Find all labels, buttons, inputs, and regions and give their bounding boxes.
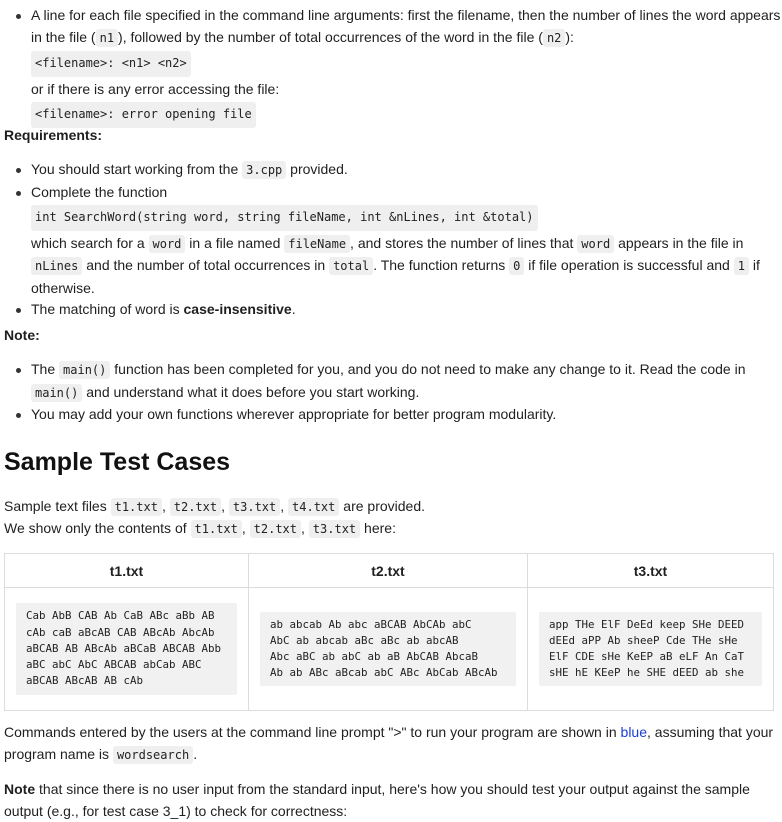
note-text: function has been completed for you, and you do not need to make any change to it. Read the code in — [114, 361, 746, 377]
table-cell-t2 — [249, 588, 528, 711]
output-spec-text: in the file ( — [31, 28, 96, 45]
list-item — [0, 159, 770, 182]
or-error-text: or if there is any error accessing the file: — [31, 80, 280, 97]
commands-text: , assuming that your — [647, 724, 774, 740]
req-text: You should start working from the — [31, 161, 239, 177]
list-item — [0, 5, 782, 130]
filename-code: fileName — [284, 235, 350, 253]
requirements-list — [0, 159, 770, 321]
table-header-t3: t3.txt — [528, 554, 774, 588]
file-t1-code: t1.txt — [191, 520, 242, 538]
req-text: The matching of word is — [31, 301, 180, 317]
req-text: in a file named — [189, 234, 281, 251]
table-row — [5, 588, 774, 711]
req-text: appears in the file in — [618, 234, 744, 251]
req-text: . The function returns — [373, 257, 506, 273]
req-text: provided. — [290, 161, 348, 177]
format-ok-code: <filename>: <n1> <n2> — [31, 51, 191, 77]
main-code: main() — [59, 361, 110, 379]
list-item — [0, 359, 770, 404]
file-t2-code: t2.txt — [250, 520, 301, 538]
nlines-code: nLines — [31, 257, 82, 275]
samples-text: We show only the contents of — [4, 520, 187, 536]
commands-paragraph — [4, 721, 776, 766]
commands-text: program name is — [4, 746, 110, 762]
note-list — [0, 359, 770, 426]
table-header-row — [5, 554, 774, 588]
req-text: , and stores the number of lines that — [350, 234, 574, 251]
note-text: The — [31, 361, 56, 377]
commands-text: Commands entered by the users at the command line prompt ">" to run your program are shown in — [4, 724, 617, 740]
list-item — [0, 404, 770, 426]
comma: , — [280, 498, 285, 514]
case-insensitive-bold: case-insensitive — [183, 301, 292, 317]
cpp-file-code: 3.cpp — [242, 161, 286, 179]
req-text: if file operation is successful and — [528, 257, 730, 273]
req-text: Complete the function — [31, 183, 168, 200]
file-t3-code: t3.txt — [229, 498, 280, 516]
word-code: word — [149, 235, 186, 253]
sample-files-table — [4, 553, 774, 711]
samples-text: here: — [364, 520, 396, 536]
note-text: and understand what it does before you start working. — [86, 383, 420, 400]
zero-code: 0 — [509, 257, 524, 275]
function-signature-code: int SearchWord(string word, string fileName, int &nLines, int &total) — [31, 205, 538, 231]
output-spec-list — [0, 5, 782, 130]
test-note-paragraph — [4, 778, 776, 822]
t1-contents: Cab AbB CAB Ab CaB ABc aBb AB cAb caB aBcAB CAB ABcAb AbcAb aBCAB AB ABcAb aBCaB ABCAB Abb aBC abC AbC ABCAB abCab ABC aBCAB ABcAB AB cAb — [16, 603, 237, 694]
list-item — [0, 182, 770, 300]
note-text: You may add your own functions wherever appropriate for better program modularity. — [31, 406, 557, 422]
note2-text: that since there is no user input from the standard input, here's how you should test your output against the sample — [39, 781, 750, 797]
req-text: otherwise. — [31, 279, 95, 296]
main-code: main() — [31, 384, 82, 402]
comma: , — [161, 498, 166, 514]
req-text: if — [752, 257, 760, 273]
t2-contents: ab abcab Ab abc aBCAB AbCAb abC AbC ab abcab aBc aBc ab abcAB Abc aBC ab abC ab aB AbCAB AbcaB Ab ab ABc aBcab abC ABc AbCab ABcAb — [260, 612, 516, 687]
comma: , — [221, 498, 225, 514]
t3-contents: app THe ElF DeEd keep SHe DEED dEEd aPP Ab sheeP Cde THe sHe ElF CDE sHe KeEP aB eLF An CaT sHE hE KEeP he SHE dEED ab she — [539, 612, 762, 687]
requirements-heading: Requirements: — [4, 127, 103, 143]
table-header-t2: t2.txt — [249, 554, 528, 588]
blue-link[interactable]: blue — [620, 724, 647, 740]
n1-code: n1 — [96, 29, 118, 47]
output-spec-text: ), followed by the number of total occurrences of the word in the file ( — [118, 28, 543, 45]
sample-files-line — [4, 495, 425, 518]
comma: , — [241, 520, 246, 536]
samples-text: are provided. — [343, 498, 425, 514]
note2-text: output (e.g., for test case 3_1) to check for correctness: — [4, 803, 348, 819]
total-code: total — [329, 257, 373, 275]
file-t4-code: t4.txt — [288, 498, 339, 516]
req-text: which search for a — [31, 234, 145, 251]
output-spec-line-1: A line for each file specified in the command line arguments: first the filename, then the number of lines the word appears — [31, 7, 781, 23]
n2-code: n2 — [543, 29, 565, 47]
program-name-code: wordsearch — [113, 746, 193, 764]
file-t3-code: t3.txt — [309, 520, 360, 538]
word-code: word — [577, 235, 614, 253]
file-t1-code: t1.txt — [111, 498, 162, 516]
table-header-t1: t1.txt — [5, 554, 249, 588]
list-item — [0, 299, 770, 321]
note-bold: Note — [4, 781, 36, 797]
format-error-code: <filename>: error opening file — [31, 102, 256, 128]
one-code: 1 — [734, 257, 749, 275]
table-cell-t3 — [528, 588, 774, 711]
output-spec-text: ): — [565, 28, 574, 45]
samples-text: Sample text files — [4, 498, 107, 514]
req-text: and the number of total occurrences in — [86, 257, 326, 273]
sample-contents-line — [4, 517, 396, 540]
comma: , — [301, 520, 305, 536]
sample-test-cases-title: Sample Test Cases — [4, 448, 231, 476]
commands-text: . — [193, 746, 198, 762]
table-cell-t1 — [5, 588, 249, 711]
req-text: . — [291, 301, 296, 317]
file-t2-code: t2.txt — [170, 498, 221, 516]
note-heading: Note: — [4, 327, 40, 343]
